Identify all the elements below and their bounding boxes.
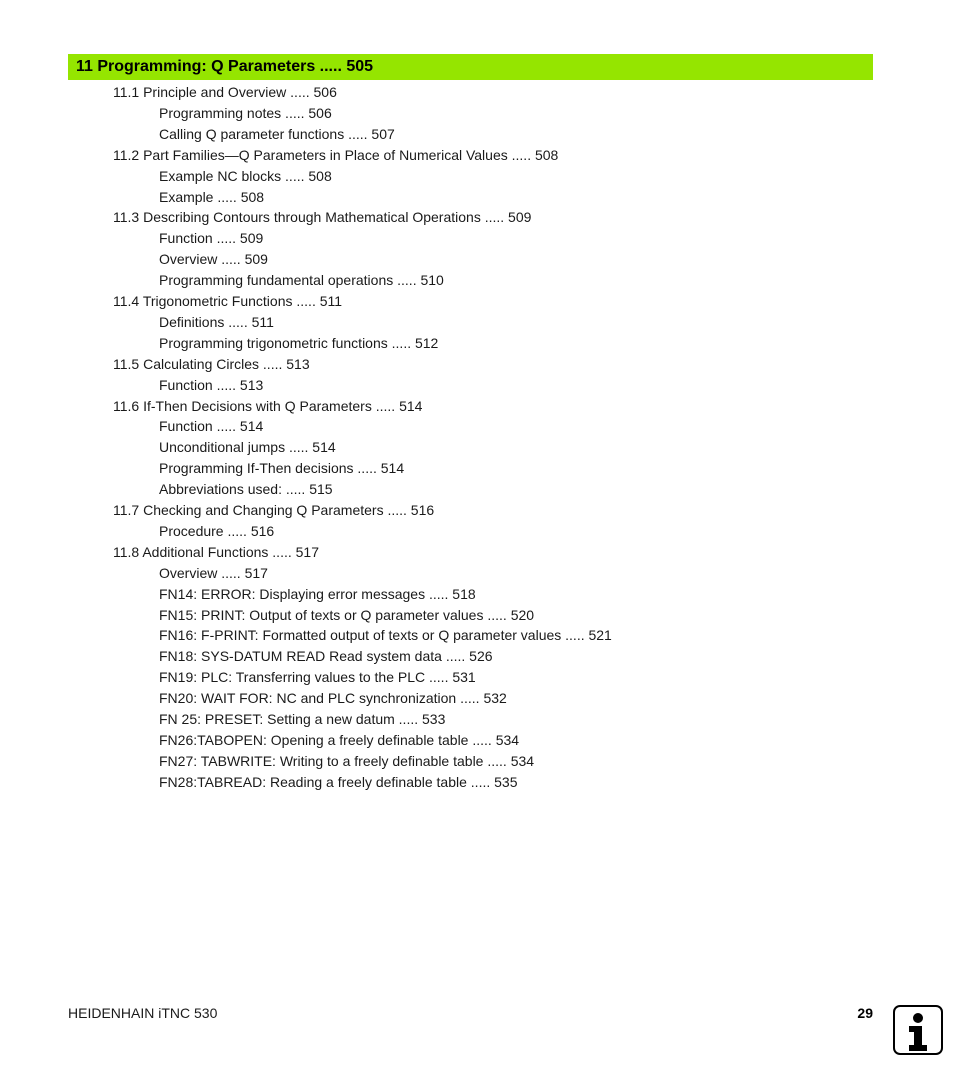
toc-section-entry[interactable]: 11.2 Part Families—Q Parameters in Place of Numerical Values ..... 508 [113, 147, 559, 163]
info-icon [893, 1005, 943, 1055]
toc-section-entry[interactable]: 11.1 Principle and Overview ..... 506 [113, 84, 337, 100]
toc-subsection-entry[interactable]: FN28:TABREAD: Reading a freely definable table ..... 535 [159, 774, 518, 790]
toc-subsection-entry[interactable]: Programming fundamental operations ..... 510 [159, 272, 444, 288]
toc-subsection-entry[interactable]: Overview ..... 517 [159, 565, 268, 581]
toc-subsection-entry[interactable]: FN15: PRINT: Output of texts or Q parameter values ..... 520 [159, 607, 535, 623]
toc-section-entry[interactable]: 11.3 Describing Contours through Mathematical Operations ..... 509 [113, 209, 532, 225]
toc-subsection-entry[interactable]: Function ..... 514 [159, 418, 264, 434]
toc-section-entry[interactable]: 11.7 Checking and Changing Q Parameters ..... 516 [113, 502, 435, 518]
toc-subsection-entry[interactable]: Example ..... 508 [159, 189, 265, 205]
toc-subsection-entry[interactable]: Programming trigonometric functions ..... 512 [159, 335, 439, 351]
toc-subsection-entry[interactable]: FN 25: PRESET: Setting a new datum ..... 533 [159, 711, 446, 727]
toc-subsection-entry[interactable]: Programming notes ..... 506 [159, 105, 332, 121]
toc-subsection-entry[interactable]: Abbreviations used: ..... 515 [159, 481, 333, 497]
toc-subsection-entry[interactable]: FN19: PLC: Transferring values to the PLC ..... 531 [159, 669, 476, 685]
chapter-heading-bar [68, 54, 873, 80]
toc-subsection-entry[interactable]: Programming If-Then decisions ..... 514 [159, 460, 405, 476]
toc-subsection-entry[interactable]: Overview ..... 509 [159, 251, 268, 267]
toc-subsection-entry[interactable]: FN20: WAIT FOR: NC and PLC synchronization ..... 532 [159, 690, 507, 706]
toc-subsection-entry[interactable]: Example NC blocks ..... 508 [159, 168, 332, 184]
toc-subsection-entry[interactable]: Calling Q parameter functions ..... 507 [159, 126, 395, 142]
toc-subsection-entry[interactable]: FN14: ERROR: Displaying error messages ..... 518 [159, 586, 476, 602]
footer-manual-name: HEIDENHAIN iTNC 530 [68, 1005, 218, 1021]
toc-subsection-entry[interactable]: Function ..... 513 [159, 377, 264, 393]
toc-subsection-entry[interactable]: Function ..... 509 [159, 230, 264, 246]
toc-subsection-entry[interactable]: Unconditional jumps ..... 514 [159, 439, 336, 455]
toc-subsection-entry[interactable]: FN26:TABOPEN: Opening a freely definable table ..... 534 [159, 732, 520, 748]
toc-section-entry[interactable]: 11.6 If-Then Decisions with Q Parameters ..... 514 [113, 398, 423, 414]
toc-subsection-entry[interactable]: FN16: F-PRINT: Formatted output of texts or Q parameter values ..... 521 [159, 627, 612, 643]
toc-section-entry[interactable]: 11.4 Trigonometric Functions ..... 511 [113, 293, 343, 309]
toc-section-entry[interactable]: 11.5 Calculating Circles ..... 513 [113, 356, 310, 372]
toc-subsection-entry[interactable]: Definitions ..... 511 [159, 314, 274, 330]
toc-subsection-entry[interactable]: Procedure ..... 516 [159, 523, 275, 539]
info-icon-graphic [893, 1005, 943, 1055]
toc-section-entry[interactable]: 11.8 Additional Functions ..... 517 [113, 544, 319, 560]
toc-subsection-entry[interactable]: FN27: TABWRITE: Writing to a freely definable table ..... 534 [159, 753, 535, 769]
toc-subsection-entry[interactable]: FN18: SYS-DATUM READ Read system data ..... 526 [159, 648, 493, 664]
page-number: 29 [857, 1005, 873, 1021]
chapter-title[interactable]: 11 Programming: Q Parameters ..... 505 [76, 58, 374, 75]
